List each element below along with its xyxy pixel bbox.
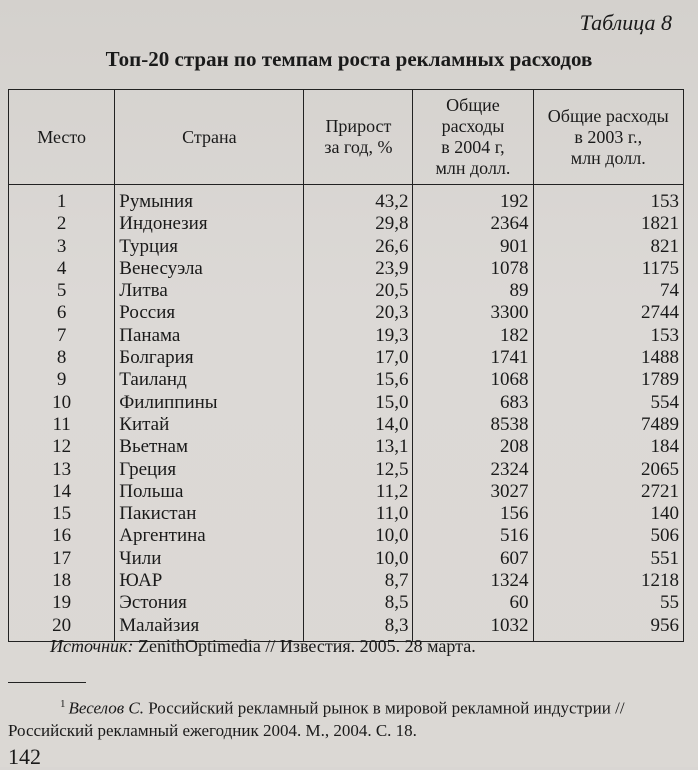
expenses-2004-cell: 192	[413, 185, 533, 214]
growth-cell: 23,9	[304, 258, 413, 280]
table-row	[9, 592, 684, 614]
table-row	[9, 525, 684, 547]
expenses-2004-cell: 3300	[413, 302, 533, 324]
footnote-divider	[8, 682, 86, 683]
expenses-2003-cell: 7489	[533, 414, 683, 436]
expenses-2003-cell: 153	[533, 185, 683, 214]
rank-cell: 3	[9, 236, 115, 258]
expenses-2004-cell: 60	[413, 592, 533, 614]
expenses-2004-cell: 516	[413, 525, 533, 547]
rank-cell: 12	[9, 436, 115, 458]
growth-cell: 10,0	[304, 548, 413, 570]
growth-cell: 12,5	[304, 459, 413, 481]
country-cell: Россия	[115, 302, 304, 324]
rank-cell: 14	[9, 481, 115, 503]
expenses-2003-cell: 153	[533, 325, 683, 347]
expenses-2004-cell: 901	[413, 236, 533, 258]
expenses-2004-cell: 89	[413, 280, 533, 302]
table-row	[9, 236, 684, 258]
expenses-2004-cell: 683	[413, 392, 533, 414]
country-cell: Вьетнам	[115, 436, 304, 458]
table-label: Таблица 8	[579, 10, 672, 35]
country-cell: Турция	[115, 236, 304, 258]
growth-cell: 20,5	[304, 280, 413, 302]
table-row	[9, 280, 684, 302]
header-growth-line: Прирост	[325, 116, 392, 136]
table-title: Топ-20 стран по темпам роста рекламных расходов	[105, 47, 593, 71]
expenses-2004-cell: 2364	[413, 213, 533, 235]
country-cell: Панама	[115, 325, 304, 347]
table-row	[9, 369, 684, 391]
country-cell: Румыния	[115, 185, 304, 214]
expenses-2003-cell: 821	[533, 236, 683, 258]
expenses-2004-cell: 208	[413, 436, 533, 458]
header-growth	[304, 90, 413, 185]
country-cell: Эстония	[115, 592, 304, 614]
expenses-2004-cell: 1078	[413, 258, 533, 280]
rank-cell: 2	[9, 213, 115, 235]
expenses-2004-cell: 8538	[413, 414, 533, 436]
expenses-2003-cell: 551	[533, 548, 683, 570]
growth-cell: 14,0	[304, 414, 413, 436]
growth-cell: 19,3	[304, 325, 413, 347]
table-row	[9, 258, 684, 280]
expenses-2003-cell: 1175	[533, 258, 683, 280]
table-body	[9, 185, 684, 642]
expenses-2004-cell: 607	[413, 548, 533, 570]
table-row	[9, 347, 684, 369]
source-note	[50, 636, 476, 657]
footnote	[8, 693, 688, 742]
rank-cell: 6	[9, 302, 115, 324]
growth-cell: 13,1	[304, 436, 413, 458]
header-exp2004-line: млн долл.	[435, 158, 511, 178]
growth-cell: 10,0	[304, 525, 413, 547]
rank-cell: 18	[9, 570, 115, 592]
rank-cell: 9	[9, 369, 115, 391]
growth-table	[8, 89, 684, 642]
expenses-2004-cell: 1741	[413, 347, 533, 369]
table-row	[9, 185, 684, 214]
expenses-2003-cell: 184	[533, 436, 683, 458]
expenses-2004-cell: 1324	[413, 570, 533, 592]
expenses-2003-cell: 1218	[533, 570, 683, 592]
growth-cell: 26,6	[304, 236, 413, 258]
expenses-2003-cell: 554	[533, 392, 683, 414]
country-cell: Аргентина	[115, 525, 304, 547]
expenses-2003-cell: 2744	[533, 302, 683, 324]
expenses-2004-cell: 3027	[413, 481, 533, 503]
country-cell: Пакистан	[115, 503, 304, 525]
rank-cell: 7	[9, 325, 115, 347]
header-exp2003-line: млн долл.	[570, 147, 646, 168]
rank-cell: 16	[9, 525, 115, 547]
expenses-2003-cell: 506	[533, 525, 683, 547]
table-row	[9, 302, 684, 324]
rank-cell: 11	[9, 414, 115, 436]
country-cell: Чили	[115, 548, 304, 570]
expenses-2003-cell: 74	[533, 280, 683, 302]
country-cell: Литва	[115, 280, 304, 302]
rank-cell: 8	[9, 347, 115, 369]
table-row	[9, 570, 684, 592]
header-exp2003-line: в 2003 г.,	[574, 126, 643, 147]
header-country: Страна	[115, 90, 304, 185]
country-cell: Индонезия	[115, 213, 304, 235]
rank-cell: 15	[9, 503, 115, 525]
rank-cell: 13	[9, 459, 115, 481]
table-row	[9, 325, 684, 347]
header-exp2004-line: Общие расходы	[441, 95, 505, 136]
header-exp2004-line: в 2004 г,	[441, 137, 505, 157]
country-cell: Малайзия	[115, 615, 304, 642]
growth-cell: 29,8	[304, 213, 413, 235]
country-cell: Венесуэла	[115, 258, 304, 280]
header-exp2003-line: Общие расходы	[547, 105, 669, 126]
rank-cell: 20	[9, 615, 115, 642]
header-expenses-2004	[413, 90, 533, 185]
table-row	[9, 414, 684, 436]
expenses-2003-cell: 1488	[533, 347, 683, 369]
expenses-2004-cell: 1068	[413, 369, 533, 391]
rank-cell: 10	[9, 392, 115, 414]
table-row	[9, 503, 684, 525]
growth-cell: 17,0	[304, 347, 413, 369]
footnote-text: Российский рекламный рынок в мировой рекламной индустрии // Российский рекламный ежегодник 2004. М., 2004. С. 18.	[8, 698, 625, 740]
footnote-mark: 1	[60, 698, 66, 710]
expenses-2003-cell: 1821	[533, 213, 683, 235]
footnote-author: Веселов С.	[68, 698, 144, 718]
table-row	[9, 459, 684, 481]
country-cell: Китай	[115, 414, 304, 436]
expenses-2003-cell: 2721	[533, 481, 683, 503]
header-expenses-2003	[533, 90, 683, 185]
growth-cell: 11,0	[304, 503, 413, 525]
table-header-row	[9, 90, 684, 185]
expenses-2004-cell: 156	[413, 503, 533, 525]
expenses-2003-cell: 140	[533, 503, 683, 525]
expenses-2004-cell: 2324	[413, 459, 533, 481]
country-cell: Греция	[115, 459, 304, 481]
header-growth-line: за год, %	[324, 137, 393, 157]
expenses-2003-cell: 2065	[533, 459, 683, 481]
growth-cell: 11,2	[304, 481, 413, 503]
table-row	[9, 481, 684, 503]
expenses-2003-cell: 956	[533, 615, 683, 642]
growth-cell: 8,7	[304, 570, 413, 592]
page-number: 142	[8, 744, 41, 769]
growth-cell: 15,0	[304, 392, 413, 414]
country-cell: Филиппины	[115, 392, 304, 414]
country-cell: Таиланд	[115, 369, 304, 391]
table-row	[9, 548, 684, 570]
growth-cell: 8,5	[304, 592, 413, 614]
growth-cell: 15,6	[304, 369, 413, 391]
header-rank: Место	[9, 90, 115, 185]
source-text: ZenithOptimedia // Известия. 2005. 28 марта.	[133, 636, 476, 656]
expenses-2003-cell: 1789	[533, 369, 683, 391]
expenses-2004-cell: 182	[413, 325, 533, 347]
rank-cell: 4	[9, 258, 115, 280]
country-cell: ЮАР	[115, 570, 304, 592]
expenses-2003-cell: 55	[533, 592, 683, 614]
rank-cell: 5	[9, 280, 115, 302]
growth-cell: 20,3	[304, 302, 413, 324]
source-label: Источник:	[50, 636, 134, 656]
rank-cell: 19	[9, 592, 115, 614]
rank-cell: 17	[9, 548, 115, 570]
growth-cell: 8,3	[304, 615, 413, 642]
rank-cell: 1	[9, 185, 115, 214]
country-cell: Польша	[115, 481, 304, 503]
growth-cell: 43,2	[304, 185, 413, 214]
table-row	[9, 436, 684, 458]
expenses-2004-cell: 1032	[413, 615, 533, 642]
table-row	[9, 392, 684, 414]
country-cell: Болгария	[115, 347, 304, 369]
table-row	[9, 213, 684, 235]
